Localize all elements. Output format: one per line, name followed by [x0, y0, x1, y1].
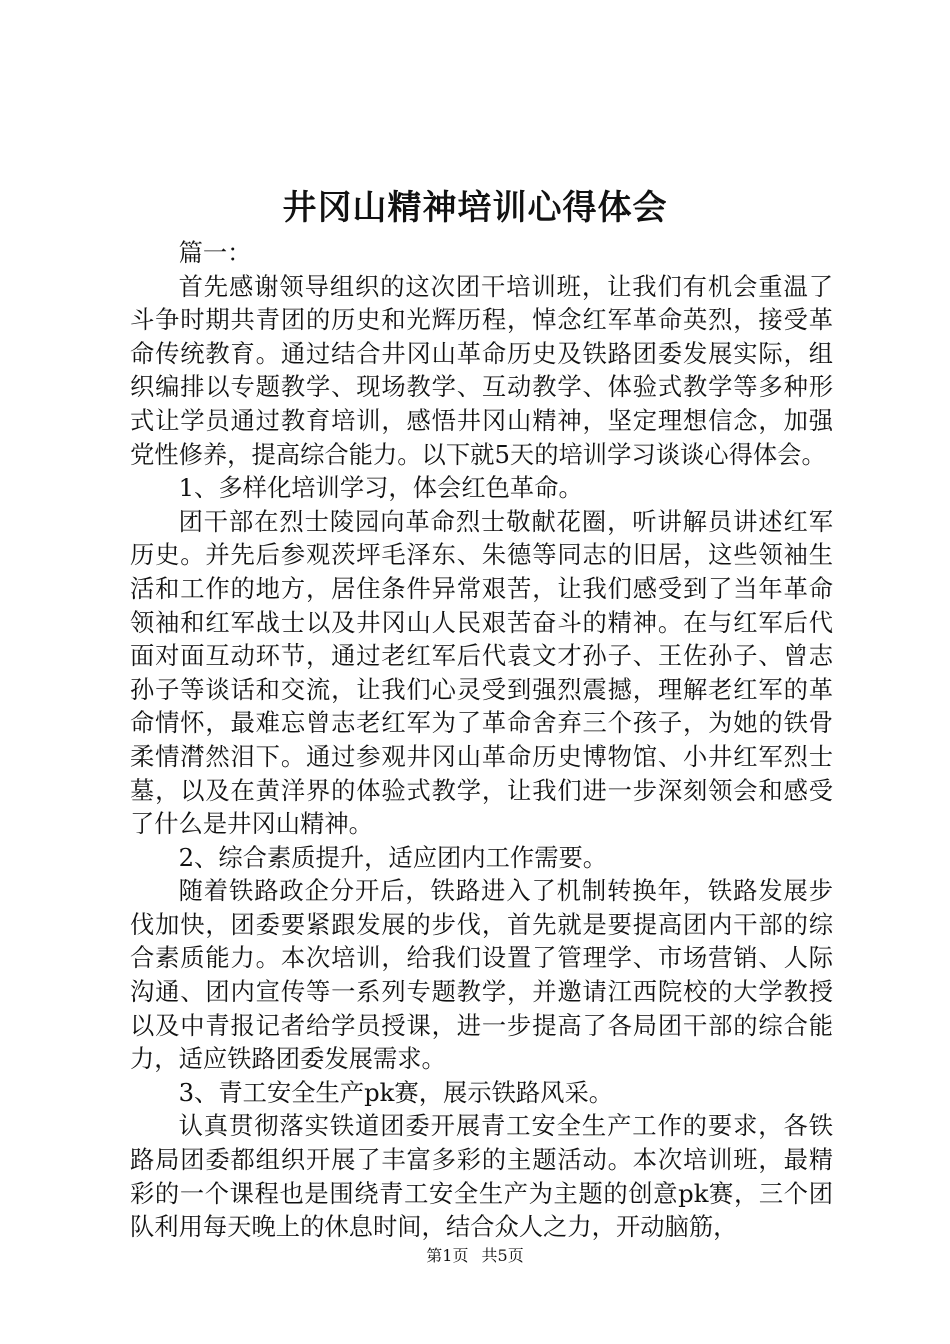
section-heading: 2、综合素质提升，适应团内工作需要。: [178, 842, 608, 872]
body-paragraph: 首先感谢领导组织的这次团干培训班，让我们有机会重温了斗争时期共青团的历史和光辉历程，悼念红军革命英烈，接受革命传统教育。通过结合井冈山革命历史及铁路团委发展实际，组织编排以专题教学、现场教学、互动教学、体验式教学等多种形式让学员通过教育培训，感悟井冈山精神，坚定理想信念，加强党性修养，提高综合能力。以下就5天的培训学习谈谈心得体会。: [130, 271, 833, 469]
body-paragraph: 团干部在烈士陵园向革命烈士敬献花圈，听讲解员讲述红军历史。并先后参观茨坪毛泽东、朱德等同志的旧居，这些领袖生活和工作的地方，居住条件异常艰苦，让我们感受到了当年革命领袖和红军战士以及井冈山人民艰苦奋斗的精神。在与红军后代面对面互动环节，通过老红军后代袁文才孙子、王佐孙子、曾志孙子等谈话和交流，让我们心灵受到强烈震撼，理解老红军的革命情怀，最难忘曾志老红军为了革命舍弃三个孩子，为她的铁骨柔情潸然泪下。通过参观井冈山革命历史博物馆、小井红军烈士墓，以及在黄洋界的体验式教学，让我们进一步深刻领会和感受了什么是井冈山精神。: [130, 506, 833, 839]
body-paragraph: 随着铁路政企分开后，铁路进入了机制转换年，铁路发展步伐加快，团委要紧跟发展的步伐，首先就是要提高团内干部的综合素质能力。本次培训，给我们设置了管理学、市场营销、人际沟通、团内宣传等一系列专题教学，并邀请江西院校的大学教授以及中青报记者给学员授课，进一步提高了各局团干部的综合能力，适应铁路团委发展需求。: [130, 876, 833, 1074]
page-total: 共5页: [481, 1246, 524, 1265]
body-paragraph: 认真贯彻落实铁道团委开展青工安全生产工作的要求，各铁路局团委都组织开展了丰富多彩的主题活动。本次培训班，最精彩的一个课程也是围绕青工安全生产为主题的创意pk赛，三个团队利用每天晚上的休息时间，结合众人之力，开动脑筋，: [130, 1111, 833, 1242]
page-number: 第1页: [426, 1246, 469, 1265]
document-body: [130, 236, 833, 1244]
section-heading: 1、多样化培训学习，体会红色革命。: [178, 473, 583, 503]
section-heading: 篇一：: [178, 238, 252, 267]
document-title: 井冈山精神培训心得体会: [282, 188, 668, 228]
page-footer: [0, 1245, 950, 1267]
section-heading: 3、青工安全生产pk赛，展示铁路风采。: [178, 1077, 614, 1107]
